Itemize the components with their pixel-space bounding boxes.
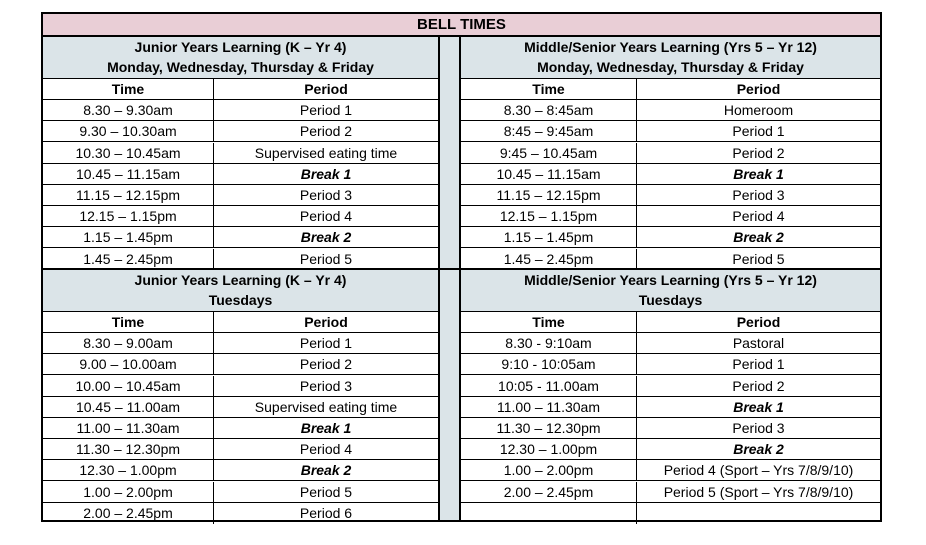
time-cell: 12.30 – 1.00pm	[461, 439, 637, 459]
period-cell: Period 2	[732, 144, 785, 161]
period-cell	[637, 503, 880, 524]
time-cell: 1.45 – 2.45pm	[461, 249, 637, 270]
table-title: BELL TIMES	[43, 14, 880, 37]
time-cell: 11.15 – 12.15pm	[43, 185, 214, 205]
time-cell: 12.30 – 1.00pm	[43, 460, 214, 480]
time-cell: 10.45 – 11.00am	[43, 397, 214, 417]
senior-regular-heading	[461, 37, 880, 79]
time-cell: 8.30 – 9.30am	[43, 100, 214, 120]
time-cell: 12.15 – 1.15pm	[43, 206, 214, 226]
table-row	[461, 482, 880, 503]
table-row	[43, 354, 438, 375]
table-row	[43, 164, 438, 185]
break-cell: Break 2	[300, 462, 352, 479]
time-cell: 9.30 – 10.30am	[43, 121, 214, 141]
table-row	[461, 121, 880, 142]
table-row	[43, 439, 438, 460]
table-row	[461, 460, 880, 481]
table-row	[43, 249, 438, 270]
time-cell: 10.30 – 10.45am	[43, 143, 214, 163]
senior-regular-heading-line2: Monday, Wednesday, Thursday & Friday	[537, 59, 804, 75]
table-row	[461, 227, 880, 248]
period-cell: Period 4	[299, 208, 353, 225]
table-row	[461, 439, 880, 460]
time-cell: 9:45 – 10.45am	[461, 143, 637, 163]
time-cell: 1.15 – 1.45pm	[43, 227, 214, 247]
break-cell: Break 1	[733, 165, 784, 182]
junior-regular-heading-line2: Monday, Wednesday, Thursday & Friday	[107, 59, 374, 75]
period-cell: Period 4	[299, 441, 353, 458]
junior-regular-heading	[43, 37, 438, 79]
time-cell: 9:10 - 10:05am	[461, 354, 637, 374]
period-cell: Period 3	[732, 187, 785, 203]
break-cell: Break 2	[733, 229, 784, 246]
period-cell: Period 2	[732, 377, 785, 394]
table-row	[43, 503, 438, 524]
table-row	[43, 227, 438, 248]
break-cell: Break 1	[733, 398, 784, 415]
table-row	[43, 333, 438, 354]
time-cell: 8.30 – 8:45am	[461, 100, 637, 120]
senior-tuesday-block	[461, 270, 880, 520]
table-row	[461, 354, 880, 375]
time-cell: 1.00 – 2.00pm	[43, 482, 214, 502]
period-cell: Period 5	[299, 483, 353, 500]
column-header-row	[461, 79, 880, 100]
break-cell: Break 2	[300, 229, 352, 246]
period-column-header: Period	[304, 81, 348, 97]
table-row	[43, 397, 438, 418]
period-cell: Period 4	[732, 208, 785, 225]
time-column-header: Time	[43, 312, 214, 332]
junior-tuesday-heading-line2: Tuesdays	[208, 292, 273, 308]
time-cell: 10.00 – 10.45am	[43, 376, 214, 396]
time-cell: 1.15 – 1.45pm	[461, 227, 637, 247]
period-cell: Period 2	[299, 123, 353, 140]
table-row	[43, 100, 438, 121]
junior-regular-block	[43, 37, 438, 270]
time-cell: 11.00 – 11.30am	[43, 418, 214, 438]
break-cell: Break 2	[733, 441, 784, 458]
time-cell: 1.00 – 2.00pm	[461, 460, 637, 480]
table-row	[43, 482, 438, 503]
time-cell	[461, 503, 637, 524]
break-cell: Break 1	[300, 165, 352, 182]
column-header-row	[43, 312, 438, 333]
period-cell: Pastoral	[732, 335, 785, 352]
time-cell: 8:45 – 9:45am	[461, 121, 637, 141]
time-cell: 10.45 – 11.15am	[43, 164, 214, 184]
table-row	[43, 206, 438, 227]
time-cell: 10:05 - 11.00am	[461, 376, 637, 396]
table-row	[461, 249, 880, 270]
junior-tuesday-heading	[43, 270, 438, 312]
senior-regular-block	[461, 37, 880, 270]
time-cell: 8.30 – 9.00am	[43, 333, 214, 353]
senior-tuesday-heading-line2: Tuesdays	[638, 292, 703, 308]
junior-regular-heading-line1: Junior Years Learning (K – Yr 4)	[134, 39, 347, 55]
period-cell: Period 6	[299, 504, 353, 521]
period-cell: Period 1	[732, 356, 785, 373]
table-row	[43, 121, 438, 142]
table-row	[461, 185, 880, 206]
time-cell: 9.00 – 10.00am	[43, 354, 214, 374]
column-gap	[438, 37, 461, 520]
break-cell: Break 1	[300, 420, 352, 436]
time-cell: 1.45 – 2.45pm	[43, 249, 214, 270]
period-cell: Period 1	[299, 102, 353, 119]
time-cell: 12.15 – 1.15pm	[461, 206, 637, 226]
period-cell: Period 3	[299, 187, 353, 203]
time-cell: 2.00 – 2.45pm	[43, 503, 214, 524]
period-cell: Period 5 (Sport – Yrs 7/8/9/10)	[663, 483, 854, 500]
period-cell: Period 3	[299, 377, 353, 394]
period-cell: Supervised eating time	[254, 398, 398, 415]
time-cell: 2.00 – 2.45pm	[461, 482, 637, 502]
period-cell: Period 2	[299, 356, 353, 373]
table-row	[461, 503, 880, 524]
time-column-header: Time	[461, 312, 637, 332]
senior-regular-heading-line1: Middle/Senior Years Learning (Yrs 5 – Yr 12)	[524, 39, 817, 55]
time-cell: 10.45 – 11.15am	[461, 164, 637, 184]
table-row	[43, 143, 438, 164]
period-cell: Period 1	[732, 123, 785, 140]
table-row	[461, 418, 880, 439]
period-cell: Period 5	[299, 250, 353, 267]
table-row	[461, 143, 880, 164]
table-row	[461, 100, 880, 121]
table-row	[461, 206, 880, 227]
time-column-header: Time	[461, 79, 637, 99]
period-column-header: Period	[736, 81, 781, 97]
senior-tuesday-heading	[461, 270, 880, 312]
bell-times-table	[41, 12, 882, 522]
period-cell: Period 4 (Sport – Yrs 7/8/9/10)	[663, 462, 854, 479]
table-row	[43, 185, 438, 206]
time-cell: 11.30 – 12.30pm	[43, 439, 214, 459]
junior-tuesday-block	[43, 270, 438, 520]
table-row	[461, 397, 880, 418]
period-cell: Period 5	[732, 250, 785, 267]
table-row	[43, 418, 438, 439]
period-column-header: Period	[304, 314, 348, 330]
table-row	[43, 376, 438, 397]
period-column-header: Period	[736, 314, 781, 330]
junior-tuesday-heading-line1: Junior Years Learning (K – Yr 4)	[134, 272, 347, 288]
table-row	[461, 164, 880, 185]
column-header-row	[461, 312, 880, 333]
time-cell: 11.30 – 12.30pm	[461, 418, 637, 438]
period-cell: Period 3	[732, 420, 785, 436]
period-cell: Period 1	[299, 335, 353, 352]
time-cell: 11.00 – 11.30am	[461, 397, 637, 417]
senior-tuesday-heading-line1: Middle/Senior Years Learning (Yrs 5 – Yr 12)	[524, 272, 817, 288]
table-row	[461, 376, 880, 397]
table-row	[43, 460, 438, 481]
time-cell: 8.30 - 9:10am	[461, 333, 637, 353]
time-cell: 11.15 – 12.15pm	[461, 185, 637, 205]
column-header-row	[43, 79, 438, 100]
time-column-header: Time	[43, 79, 214, 99]
period-cell: Supervised eating time	[254, 144, 398, 161]
period-cell: Homeroom	[723, 102, 794, 119]
table-row	[461, 333, 880, 354]
